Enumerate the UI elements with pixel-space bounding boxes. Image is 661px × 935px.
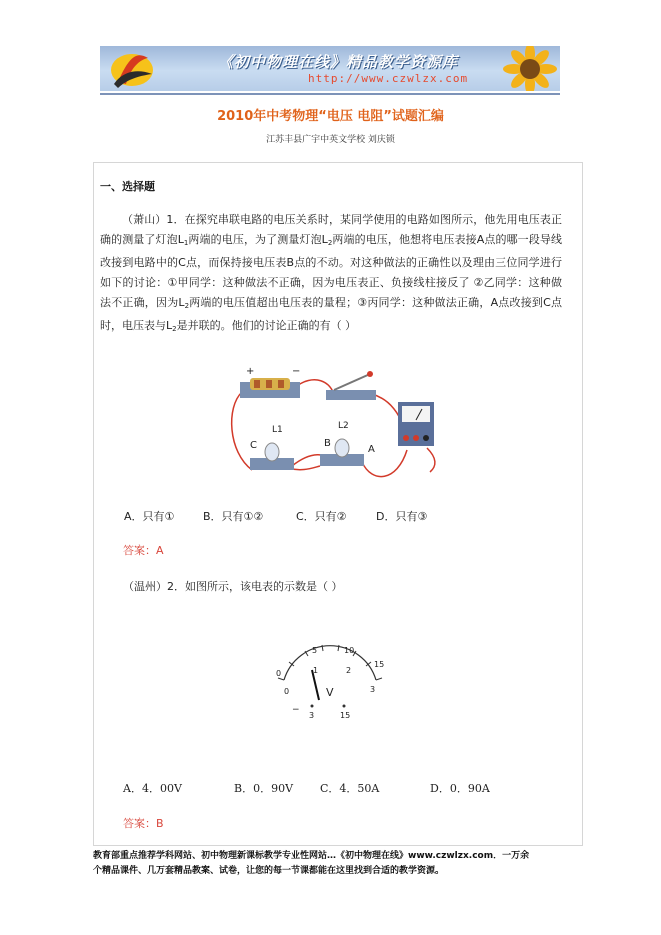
terminal-label: 3 (309, 711, 315, 720)
voltmeter (398, 402, 434, 446)
switch (326, 371, 376, 400)
q2-answer: 答案：B (123, 817, 164, 830)
footer-line: 教育部重点推荐学科网站、初中物理新课标教学专业性网站…《初中物理在线》www.czwlzx.com．一万余 (93, 851, 530, 861)
point-c-label: C (250, 440, 257, 451)
lamp-l1-label: L1 (272, 425, 283, 435)
q1-text-part: 两端的电压，他想将电压表接A点的哪一段导线改接到电路中的C点，而保持接电压表B点的不动。对这种做法的正确性以及理由三位同学进行如下的讨论：①甲同学：这种做法不正确，因为电压表正、负接线柱接反了 ②乙同学：这种做法不正确，因为L (100, 233, 562, 309)
q1-choice-a: A．只有① (124, 510, 175, 523)
q1-text-part: （萧山）1．在探究串联电路的电压关系时，某同学使用的电路如图所示，他先用电压表正确的测量了灯泡L (100, 213, 562, 246)
sunflower-icon (500, 46, 560, 91)
document-author: 江苏丰县广宇中英文学校 刘庆锁 (266, 135, 395, 145)
svg-text:−: − (292, 705, 300, 715)
q1-text-part: 两端的电压值超出电压表的量程；③丙同学：这种做法正确，A点改接到C点时，电压表与L (100, 296, 562, 332)
q2-choice-a: A．4．00V (123, 782, 182, 795)
dial-outer-label: 15 (374, 660, 385, 669)
section-heading: 一、选择题 (100, 180, 155, 193)
dial-inner-label: 1 (313, 666, 319, 675)
dial-inner-label: 0 (284, 687, 290, 696)
point-a-label: A (368, 444, 375, 455)
q1-answer: 答案：A (123, 544, 164, 557)
site-logo-icon (108, 48, 156, 89)
q1-choice-b: B．只有①② (203, 510, 264, 523)
dial-inner-label: 2 (346, 666, 352, 675)
q1-subscript: 1 (183, 239, 189, 247)
terminal-label: 15 (340, 711, 351, 720)
dial-unit-label: V (326, 686, 334, 699)
q1-subscript: 2 (172, 325, 177, 333)
q1-subscript: 2 (327, 239, 333, 247)
battery-box (240, 378, 300, 398)
dial-outer-label: 5 (312, 646, 318, 655)
q1-subscript: 2 (184, 302, 190, 310)
question-1-text (100, 210, 562, 339)
dial-outer-label: 10 (344, 646, 355, 655)
banner-url[interactable]: http://www.czwlzx.com (308, 72, 469, 85)
point-b-label: B (324, 438, 331, 449)
q1-text-part: 是并联的。他们的讨论正确的有（ ） (176, 319, 357, 332)
voltmeter-dial (264, 640, 394, 720)
header-rule (100, 93, 560, 95)
q2-choice-b: B．0．90V (234, 782, 294, 795)
lamp-l2-label: L2 (338, 421, 349, 431)
page-footer (93, 849, 583, 879)
q1-choice-d: D．只有③ (376, 510, 428, 523)
q2-choice-c: C．4．50A (320, 782, 380, 795)
document-title: 2010年中考物理“电压 电阻”试题汇编 (217, 109, 444, 124)
question-2-text: （温州）2．如图所示，该电表的示数是（ ） (123, 580, 343, 593)
circuit-diagram (222, 362, 452, 487)
q2-choice-d: D．0．90A (430, 782, 490, 795)
footer-line: 个精品课件、几万套精品教案、试卷，让您的每一节课都能在这里找到合适的教学资源。 (93, 866, 445, 876)
dial-inner-label: 3 (370, 685, 376, 694)
banner-title: 《初中物理在线》精品教学资源库 (218, 53, 459, 71)
header-banner (100, 46, 560, 91)
battery-plus-label: + (246, 366, 255, 377)
battery-minus-label: − (292, 366, 301, 377)
q1-choice-c: C．只有② (296, 510, 347, 523)
dial-zero-label: 0 (276, 669, 282, 678)
q1-text-part: 两端的电压，为了测量灯泡L (188, 233, 328, 246)
